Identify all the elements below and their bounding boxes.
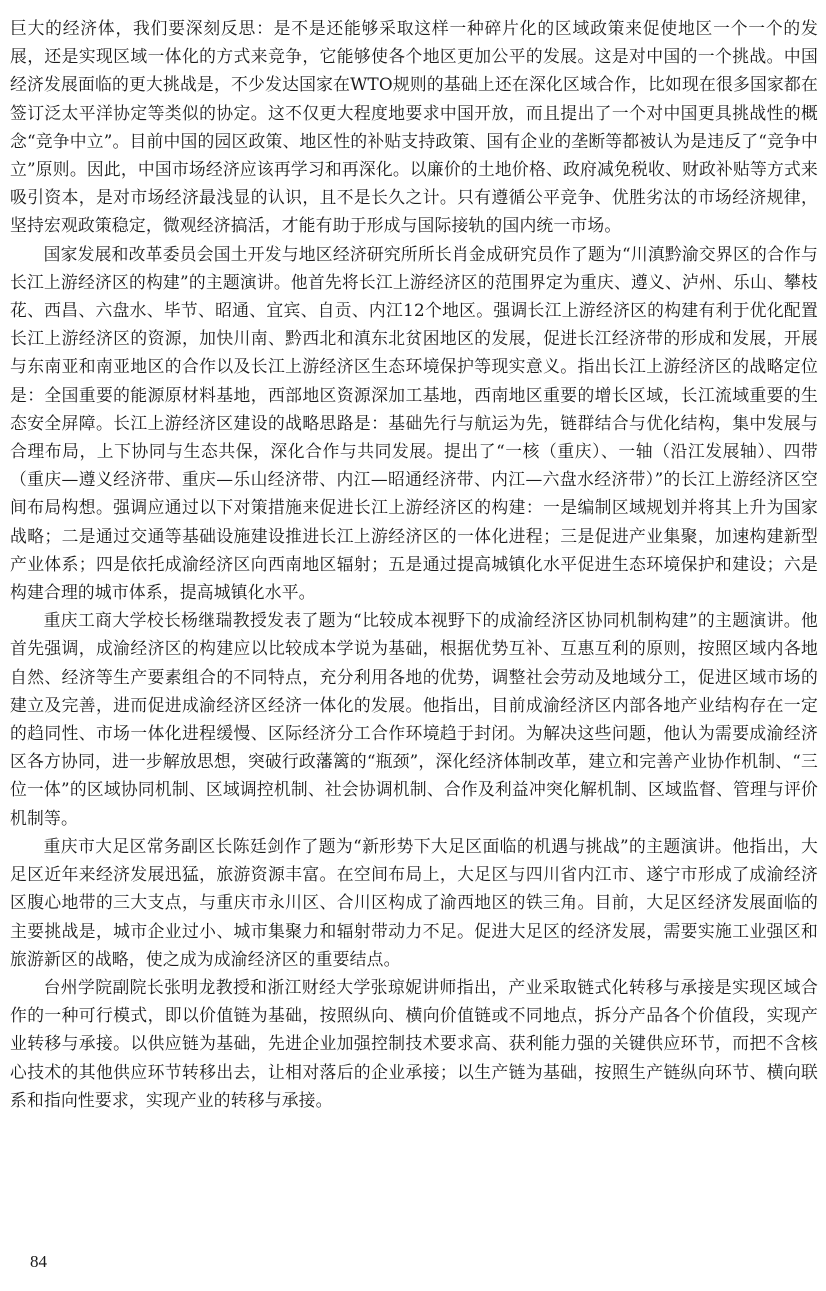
document-body bbox=[10, 14, 818, 1114]
paragraph-continued: 巨大的经济体，我们要深刻反思：是不是还能够采取这样一种碎片化的区域政策来促使地区一个一个的发展，还是实现区域一体化的方式来竞争，它能够使各个地区更加公平的发展。这是对中国的一个挑战。中国经济发展面临的更大挑战是，不少发达国家在WTO规则的基础上还在深化区域合作，比如现在很多国家都在签订泛太平洋协定等类似的协定。这不仅更大程度地要求中国开放，而且提出了一个对中国更具挑战性的概念“竞争中立”。目前中国的园区政策、地区性的补贴支持政策、国有企业的垄断等都被认为是违反了“竞争中立”原则。因此，中国市场经济应该再学习和再深化。以廉价的土地价格、政府减免税收、财政补贴等方式来吸引资本，是对市场经济最浅显的认识，且不是长久之计。只有遵循公平竞争、优胜劣汰的市场经济规律，坚持宏观政策稳定，微观经济搞活，才能有助于形成与国际接轨的国内统一市场。 bbox=[10, 18, 818, 236]
paragraph-yang-jirui: 重庆工商大学校长杨继瑞教授发表了题为“比较成本视野下的成渝经济区协同机制构建”的主题演讲。他首先强调，成渝经济区的构建应以比较成本学说为基础，根据优势互补、互惠互利的原则，按照区域内各地自然、经济等生产要素组合的不同特点，充分利用各地的优势，调整社会劳动及地域分工，促进区域市场的建立及完善，进而促进成渝经济区经济一体化的发展。他指出，目前成渝经济区内部各地产业结构存在一定的趋同性、市场一体化进程缓慢、区际经济分工合作环境趋于封闭。为解决这些问题，他认为需要成渝经济区各方协同，进一步解放思想，突破行政藩篱的“瓶颈”，深化经济体制改革，建立和完善产业协作机制、“三位一体”的区域协同机制、区域调控机制、社会协调机制、合作及利益冲突化解机制、区域监督、管理与评价机制等。 bbox=[10, 610, 818, 828]
paragraph-xiao-jincheng: 国家发展和改革委员会国土开发与地区经济研究所所长肖金成研究员作了题为“川滇黔渝交界区的合作与长江上游经济区的构建”的主题演讲。他首先将长江上游经济区的范围界定为重庆、遵义、泸州、乐山、攀枝花、西昌、六盘水、毕节、昭通、宜宾、自贡、内江12个地区。强调长江上游经济区的构建有利于优化配置长江上游经济区的资源，加快川南、黔西北和滇东北贫困地区的发展，促进长江经济带的形成和发展，开展与东南亚和南亚地区的合作以及长江上游经济区生态环境保护等现实意义。指出长江上游经济区的战略定位是：全国重要的能源原材料基地，西部地区资源深加工基地，西南地区重要的增长区域，长江流域重要的生态安全屏障。长江上游经济区建设的战略思路是：基础先行与航运为先，链群结合与优化结构，集中发展与合理布局，上下协同与生态共保，深化合作与共同发展。提出了“一核（重庆）、一轴（沿江发展轴）、四带（重庆—遵义经济带、重庆—乐山经济带、内江—昭通经济带、内江—六盘水经济带）”的长江上游经济区空间布局构想。强调应通过以下对策措施来促进长江上游经济区的构建：一是编制区域规划并将其上升为国家战略；二是通过交通等基础设施建设推进长江上游经济区的一体化进程；三是促进产业集聚，加速构建新型产业体系；四是依托成渝经济区向西南地区辐射；五是通过提高城镇化水平促进生态环境保护和建设；六是构建合理的城市体系，提高城镇化水平。 bbox=[10, 243, 818, 603]
paragraph-chen-tingjian: 重庆市大足区常务副区长陈廷剑作了题为“新形势下大足区面临的机遇与挑战”的主题演讲。他指出，大足区近年来经济发展迅猛，旅游资源丰富。在空间布局上，大足区与四川省内江市、遂宁市形成了成渝经济区腹心地带的三大支点，与重庆市永川区、合川区构成了渝西地区的铁三角。目前，大足区经济发展面临的主要挑战是，城市企业过小、城市集聚力和辐射带动力不足。促进大足区的经济发展，需要实施工业强区和旅游新区的战略，使之成为成渝经济区的重要结点。 bbox=[10, 835, 818, 969]
paragraph-zhang-minglong: 台州学院副院长张明龙教授和浙江财经大学张琼妮讲师指出，产业采取链式化转移与承接是实现区域合作的一种可行模式，即以价值链为基础，按照纵向、横向价值链或不同地点，拆分产品各个价值段，实现产业转移与承接。以供应链为基础，先进企业加强控制技术要求高、获利能力强的关键供应环节，而把不含核心技术的其他供应环节转移出去，让相对落后的企业承接；以生产链为基础，按照生产链纵向环节、横向联系和指向性要求，实现产业的转移与承接。 bbox=[10, 976, 818, 1110]
page-number: 84 bbox=[30, 1252, 47, 1271]
